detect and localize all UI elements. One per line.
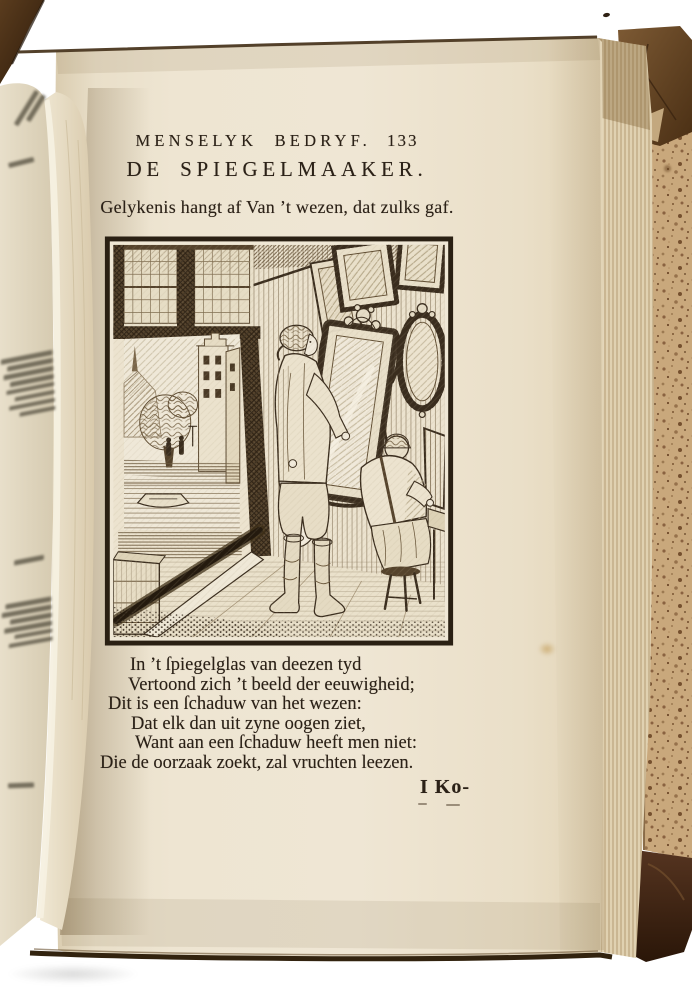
poem-line: Dat elk dan uit zyne oogen ziet, <box>131 713 366 734</box>
show-through-mark <box>418 803 427 805</box>
motto-line: Gelykenis hangt af Van ’t wezen, dat zulks gaf. <box>100 197 454 217</box>
poem <box>100 656 417 774</box>
show-through-mark <box>446 804 460 806</box>
running-title-row <box>54 131 500 151</box>
catchword: I Ko- <box>420 776 470 798</box>
dust-speck <box>603 12 611 17</box>
cast-shadow <box>8 964 138 984</box>
poem-line: Dit is een ſchaduw van het wezen: <box>108 694 362 715</box>
poem-line: Die de oorzaak zoekt, zal vruchten leezen. <box>100 752 414 773</box>
poem-line: Want aan een ſchaduw heeft men niet: <box>135 733 418 754</box>
foxing-spot <box>538 642 556 656</box>
chapter-title: DE SPIEGELMAAKER. <box>126 157 428 181</box>
poem-line: Vertoond zich ’t beeld der eeuwigheid; <box>128 674 415 695</box>
page-number: 133 <box>387 131 419 150</box>
board-stain <box>664 165 671 172</box>
poem-line: In ’t ſpiegelglas van deezen tyd <box>130 655 362 675</box>
engraving-illustration <box>104 236 454 646</box>
running-title: MENSELYK BEDRYF. <box>135 131 371 150</box>
